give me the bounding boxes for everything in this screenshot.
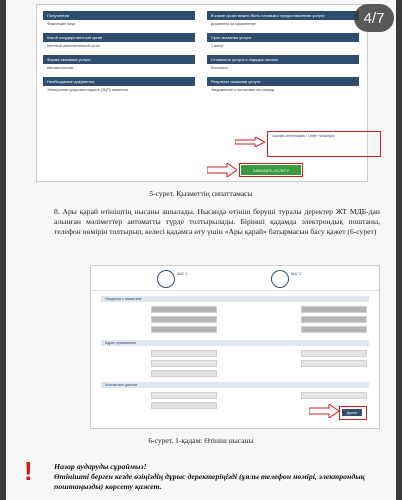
info-header: Необходимые документы xyxy=(43,77,195,86)
form-field[interactable] xyxy=(151,316,217,323)
note-body: Өтінішті берген кезде өзіңіздің дұрыс деректеріңізді (ұялы телефон нөмірі, электрондық поштаңызды) көрсету қажет. xyxy=(54,472,365,491)
red-arrow-icon xyxy=(207,163,237,177)
section-applicant: Сведения о заявителе xyxy=(101,296,369,302)
info-value: Бесплатно xyxy=(211,66,229,70)
step-2-label: ШАГ 2 xyxy=(291,272,302,276)
info-header: Форма оказания услуги xyxy=(43,55,195,64)
form-field[interactable] xyxy=(301,350,367,357)
form-field[interactable] xyxy=(301,326,367,333)
instruction-links-highlight xyxy=(267,131,381,157)
form-field[interactable] xyxy=(151,350,217,357)
page-counter: 4/7 xyxy=(354,4,394,32)
note-title: Назар аударуды сұраймыз! xyxy=(54,462,147,471)
info-header: В какие сроки можно быть готовым к предоставлению услуги xyxy=(207,11,359,20)
instruction-link[interactable]: Скачать инструкцию / Ответ на вопрос xyxy=(272,134,335,138)
info-value: Электронная цифровая подпись (ЭЦП) заявителя xyxy=(47,88,129,92)
step-1-icon xyxy=(157,270,175,288)
red-arrow-icon xyxy=(235,137,265,147)
info-header: Результат оказания услуги xyxy=(207,77,359,86)
red-arrow-icon xyxy=(309,404,339,418)
email-field[interactable] xyxy=(151,392,217,399)
form-field[interactable] xyxy=(151,370,217,377)
document-page xyxy=(6,0,396,500)
section-address: Адрес проживания xyxy=(101,340,369,346)
info-value: Физические лица xyxy=(47,22,76,26)
info-header: Стоимость услуги и порядок оплаты xyxy=(207,55,359,64)
step-8-paragraph: 8. Ары қарай өтініштің нысаны ашылады. Нысанда өтініш беруші туралы деректер ЖТ МДБ-дан алынған мәліметтер автоматты түрде толтырылады. Бірінші қадамда электрондық поштаны, телефон нөмірін толтырып, келесі қадамға өту үшін «Ары қарай» батырмасын басу қажет (6-сурет) xyxy=(54,207,380,236)
form-field[interactable] xyxy=(301,316,367,323)
form-field[interactable] xyxy=(151,402,217,409)
info-value: Местный исполнительный орган xyxy=(47,44,100,48)
field-label xyxy=(105,307,145,310)
step-1-label: ШАГ 1 xyxy=(177,272,188,276)
section-contacts: Контактные данные xyxy=(101,382,369,388)
figure-6-screenshot xyxy=(90,265,380,429)
service-info-right xyxy=(207,11,359,94)
info-header: Получатели xyxy=(43,11,195,20)
divider xyxy=(91,290,379,291)
form-field[interactable] xyxy=(151,326,217,333)
info-header: Какой государственный орган xyxy=(43,33,195,42)
phone-field[interactable] xyxy=(301,392,367,399)
info-value: 1 минут xyxy=(211,44,224,48)
attention-note xyxy=(54,462,384,492)
figure-5-caption: 5-сурет. Қызметтің сипаттамасы xyxy=(149,189,253,198)
form-field[interactable] xyxy=(301,306,367,313)
figure-6-caption: 6-сурет. 1-қадам: Өтініш нысаны xyxy=(148,436,254,445)
form-field[interactable] xyxy=(301,360,367,367)
form-field[interactable] xyxy=(151,306,217,313)
info-value: Документы на оформление xyxy=(211,22,256,26)
info-value: Автоматическая xyxy=(47,66,74,70)
next-button[interactable]: Далее xyxy=(342,409,362,416)
figure-5-screenshot xyxy=(36,4,368,182)
info-value: Уведомление о постановке на очередь xyxy=(211,88,275,92)
order-service-button[interactable]: ЗАКАЗАТЬ УСЛУГУ xyxy=(241,165,301,175)
service-info-left xyxy=(43,11,195,94)
warning-icon: ! xyxy=(24,456,33,486)
info-header: Срок оказания услуги xyxy=(207,33,359,42)
step-2-icon xyxy=(271,270,289,288)
form-field[interactable] xyxy=(151,360,217,367)
